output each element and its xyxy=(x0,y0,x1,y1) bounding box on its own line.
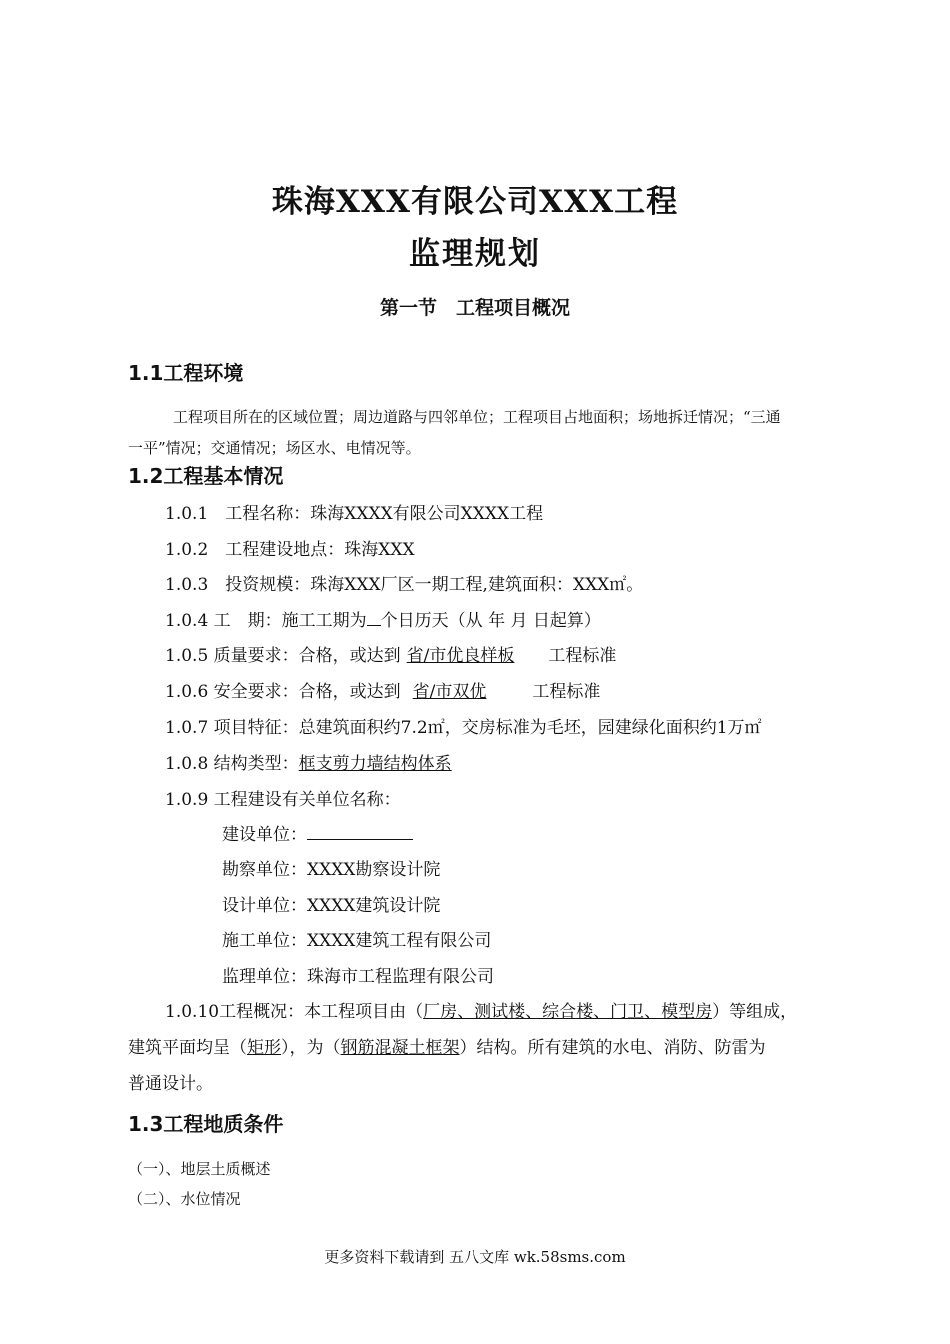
item-investment-scale: 1.0.3 投资规模：珠海XXX厂区一期工程,建筑面积：XXX㎡。 xyxy=(165,575,644,595)
blank-owner xyxy=(307,823,413,840)
subsection-water-level: （二）、水位情况 xyxy=(128,1190,241,1208)
overview-line2-b: ），为（ xyxy=(281,1038,341,1058)
overview-suffix: ）等组成， xyxy=(712,1002,798,1022)
heading-1-1: 1.1工程环境 xyxy=(128,361,244,385)
document-subtitle: 监理规划 xyxy=(409,236,541,272)
heading-1-3: 1.3工程地质条件 xyxy=(128,1112,284,1136)
overview-structure-underlined: 钢筋混凝土框架 xyxy=(340,1038,460,1058)
unit-survey: 勘察单位：XXXX勘察设计院 xyxy=(222,860,441,880)
item-period-suffix: 个日历天（从 年 月 日起算） xyxy=(380,611,601,631)
section-heading: 第一节 工程项目概况 xyxy=(379,297,570,319)
page-footer: 更多资料下载请到 五八文库 wk.58sms.com xyxy=(324,1248,626,1266)
unit-owner-label: 建设单位： xyxy=(222,825,307,845)
overview-shape-underlined: 矩形 xyxy=(247,1038,281,1058)
item-quality-requirement xyxy=(165,641,616,666)
item-structure-prefix: 1.0.8 结构类型： xyxy=(165,754,299,774)
document-title: 珠海XXX有限公司XXX工程 xyxy=(271,184,679,220)
item-related-units: 1.0.9 工程建设有关单位名称： xyxy=(165,790,401,810)
item-safety-suffix: 工程标准 xyxy=(532,682,601,702)
safety-standard-underlined: 省/市双优 xyxy=(412,682,487,702)
overview-prefix: 1.0.10工程概况：本工程项目由（ xyxy=(165,1002,424,1022)
overview-line2-c: ）结构。所有建筑的水电、消防、防雷为 xyxy=(459,1038,766,1058)
overview-buildings-underlined: 厂房、测试楼、综合楼、门卫、模型房 xyxy=(423,1002,713,1022)
quality-standard-underlined: 省/市优良样板 xyxy=(406,646,515,666)
blank-days xyxy=(367,609,381,626)
paragraph-environment-line1: 工程项目所在的区域位置；周边道路与四邻单位；工程项目占地面积；场地拆迁情况；“三通 xyxy=(173,408,781,426)
item-project-location: 1.0.2 工程建设地点：珠海XXX xyxy=(165,540,415,560)
item-quality-suffix: 工程标准 xyxy=(548,646,617,666)
item-overview-line1 xyxy=(165,997,797,1022)
unit-owner xyxy=(222,820,413,845)
item-overview-line2 xyxy=(128,1033,766,1058)
unit-design: 设计单位：XXXX建筑设计院 xyxy=(222,896,441,916)
unit-construction: 施工单位：XXXX建筑工程有限公司 xyxy=(222,931,492,951)
paragraph-environment-line2: 一平”情况；交通情况；场区水、电情况等。 xyxy=(128,439,421,457)
subsection-soil: （一）、地层土质概述 xyxy=(128,1160,271,1178)
item-overview-line3: 普通设计。 xyxy=(128,1074,213,1094)
structure-type-underlined: 框支剪力墙结构体系 xyxy=(298,754,452,774)
item-construction-period xyxy=(165,606,601,631)
overview-line2-a: 建筑平面均呈（ xyxy=(128,1038,247,1058)
item-project-features: 1.0.7 项目特征：总建筑面积约7.2㎡，交房标准为毛坯，园建绿化面积约1万㎡ xyxy=(165,718,762,738)
item-period-prefix: 1.0.4 工 期：施工工期为 xyxy=(165,611,367,631)
item-safety-prefix: 1.0.6 安全要求：合格，或达到 xyxy=(165,682,401,702)
item-project-name: 1.0.1 工程名称：珠海XXXX有限公司XXXX工程 xyxy=(165,504,544,524)
item-structure-type xyxy=(165,749,452,774)
heading-1-2: 1.2工程基本情况 xyxy=(128,464,284,488)
item-quality-prefix: 1.0.5 质量要求：合格，或达到 xyxy=(165,646,401,666)
unit-supervision: 监理单位：珠海市工程监理有限公司 xyxy=(222,967,494,987)
item-safety-requirement xyxy=(165,677,600,702)
